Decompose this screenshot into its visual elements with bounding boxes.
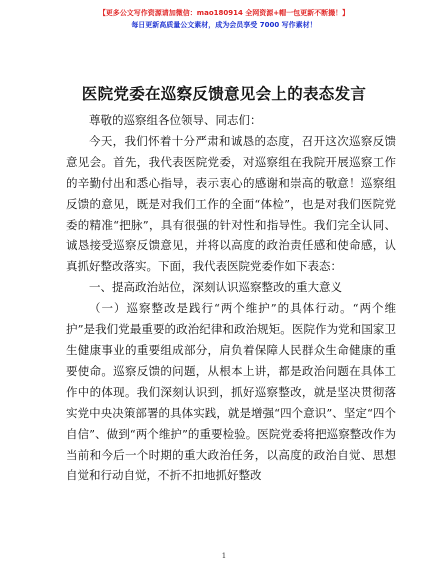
section-heading: 一、提高政治站位，深刻认识巡察整改的重大意义: [89, 280, 342, 295]
page-number: 1: [221, 552, 227, 560]
paragraph-point-one: （一）巡察整改是践行“两个维护”的具体行动。“两个维护”是我们党最重要的政治纪律和政治规矩。医院作为党和国家卫生健康事业的重要组成部分，肩负着保障人民群众生命健康的重要使命。巡察反馈的问题，从根本上讲，都是政治问题在具体工作中的体现。我们深刻认识到，抓好巡察整改，就是坚决贯彻落实党中央决策部署的具体实践，就是增强“四个意识”、坚定“四个自信”、做到“两个维护”的重要检验。医院党委将把巡察整改作为当前和今后一个时期的重大政治任务，以高度的政治自觉、思想自觉和行动自觉，不折不扣地抓好整改: [66, 301, 396, 483]
promo-banner-blue: 每日更新高质量公文素材，成为会员享受 7000 写作素材！: [131, 21, 317, 29]
salutation: 尊敬的巡察组各位领导、同志们：: [89, 113, 262, 127]
document-title: 医院党委在巡察反馈意见会上的表态发言: [81, 84, 367, 103]
document-body: [66, 110, 396, 486]
promo-banner-red: 【更多公文写作资源请加微信：mao180914 全网资源+帽一包更新不断撮！】: [98, 9, 350, 17]
paragraph-intro: 今天，我们怀着十分严肃和诚恳的态度，召开这次巡察反馈意见会。首先，我代表医院党委，对巡察组在我院开展巡察工作的辛勤付出和悉心指导，表示衷心的感谢和崇高的敬意！巡察组反馈的意见，既是对我们工作的全面“体检”，也是对我们医院党委的精准“把脉”，具有很强的针对性和指导性。我们完全认同、诚恳接受巡察反馈意见，并将以高度的政治责任感和使命感，认真抓好整改落实。下面，我代表医院党委作如下表态：: [66, 133, 396, 274]
